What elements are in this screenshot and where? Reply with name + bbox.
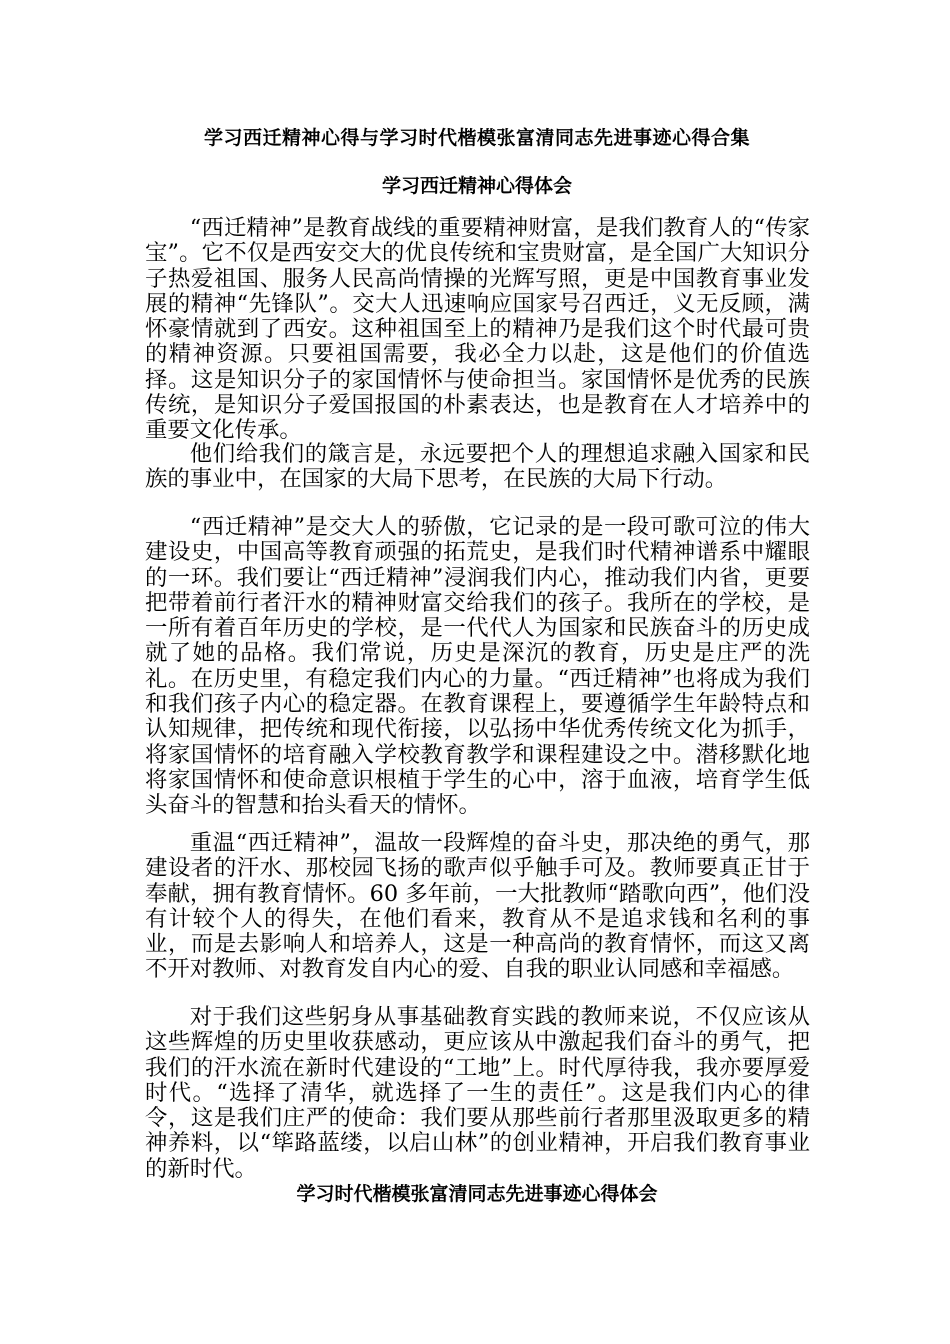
document-title: 学习西迁精神心得与学习时代楷模张富清同志先进事迹心得合集 — [203, 127, 750, 149]
paragraph: 重温“西迁精神”，温故一段辉煌的奋斗史，那决绝的勇气，那建设者的汗水、那校园飞扬的歌声似乎触手可及。教师要真正甘于奉献，拥有教育情怀。60 多年前，一大批教师“踏歌向西”，他们没有计较个人的得失，在他们看来，教育从不是追求钱和名利的事业，而是去影响人和培养人，这是一种高尚的教育情怀，而这又离不开对教师、对教育发自内心的爱、自我的职业认同感和幸福感。 — [145, 830, 810, 983]
paragraph: “西迁精神”是交大人的骄傲，它记录的是一段可歌可泣的伟大建设史，中国高等教育顽强的拓荒史，是我们时代精神谱系中耀眼的一环。我们要让“西迁精神”浸润我们内心，推动我们内省，更要把带着前行者汗水的精神财富交给我们的孩子。我所在的学校，是一所有着百年历史的学校，是一代代人为国家和民族奋斗的历史成就了她的品格。我们常说，历史是深沉的教育，历史是庄严的洗礼。在历史里，有稳定我们内心的力量。“西迁精神”也将成为我们和我们孩子内心的稳定器。在教育课程上，要遵循学生年龄特点和认知规律，把传统和现代衔接，以弘扬中华优秀传统文化为抓手，将家国情怀的培育融入学校教育教学和课程建设之中。潜移默化地将家国情怀和使命意识根植于学生的心中，溶于血液，培育学生低头奋斗的智慧和抬头看天的情怀。 — [145, 514, 810, 819]
section-title-zhangfuqing: 学习时代楷模张富清同志先进事迹心得体会 — [296, 1183, 658, 1205]
paragraph: 对于我们这些躬身从事基础教育实践的教师来说，不仅应该从这些辉煌的历史里收获感动，更应该从中激起我们奋斗的勇气，把我们的汗水流在新时代建设的“工地”上。时代厚待我，我亦要厚爱时代。“选择了清华，就选择了一生的责任”。这是我们内心的律令，这是我们庄严的使命：我们要从那些前行者那里汲取更多的精神养料，以“筚路蓝缕，以启山林”的创业精神，开启我们教育事业的新时代。 — [145, 1004, 810, 1182]
paragraph: 他们给我们的箴言是，永远要把个人的理想追求融入国家和民族的事业中，在国家的大局下思考，在民族的大局下行动。 — [145, 441, 810, 493]
paragraph: “西迁精神”是教育战线的重要精神财富，是我们教育人的“传家宝”。它不仅是西安交大的优良传统和宝贵财富，是全国广大知识分子热爱祖国、服务人民高尚情操的光辉写照，更是中国教育事业发展的精神“先锋队”。交大人迅速响应国家号召西迁，义无反顾，满怀豪情就到了西安。这种祖国至上的精神乃是我们这个时代最可贵的精神资源。只要祖国需要，我必全力以赴，这是他们的价值选择。这是知识分子的家国情怀与使命担当。家国情怀是优秀的民族传统，是知识分子爱国报国的朴素表达，也是教育在人才培养中的重要文化传承。 — [145, 215, 810, 444]
section-title-xiqian: 学习西迁精神心得体会 — [381, 175, 572, 197]
